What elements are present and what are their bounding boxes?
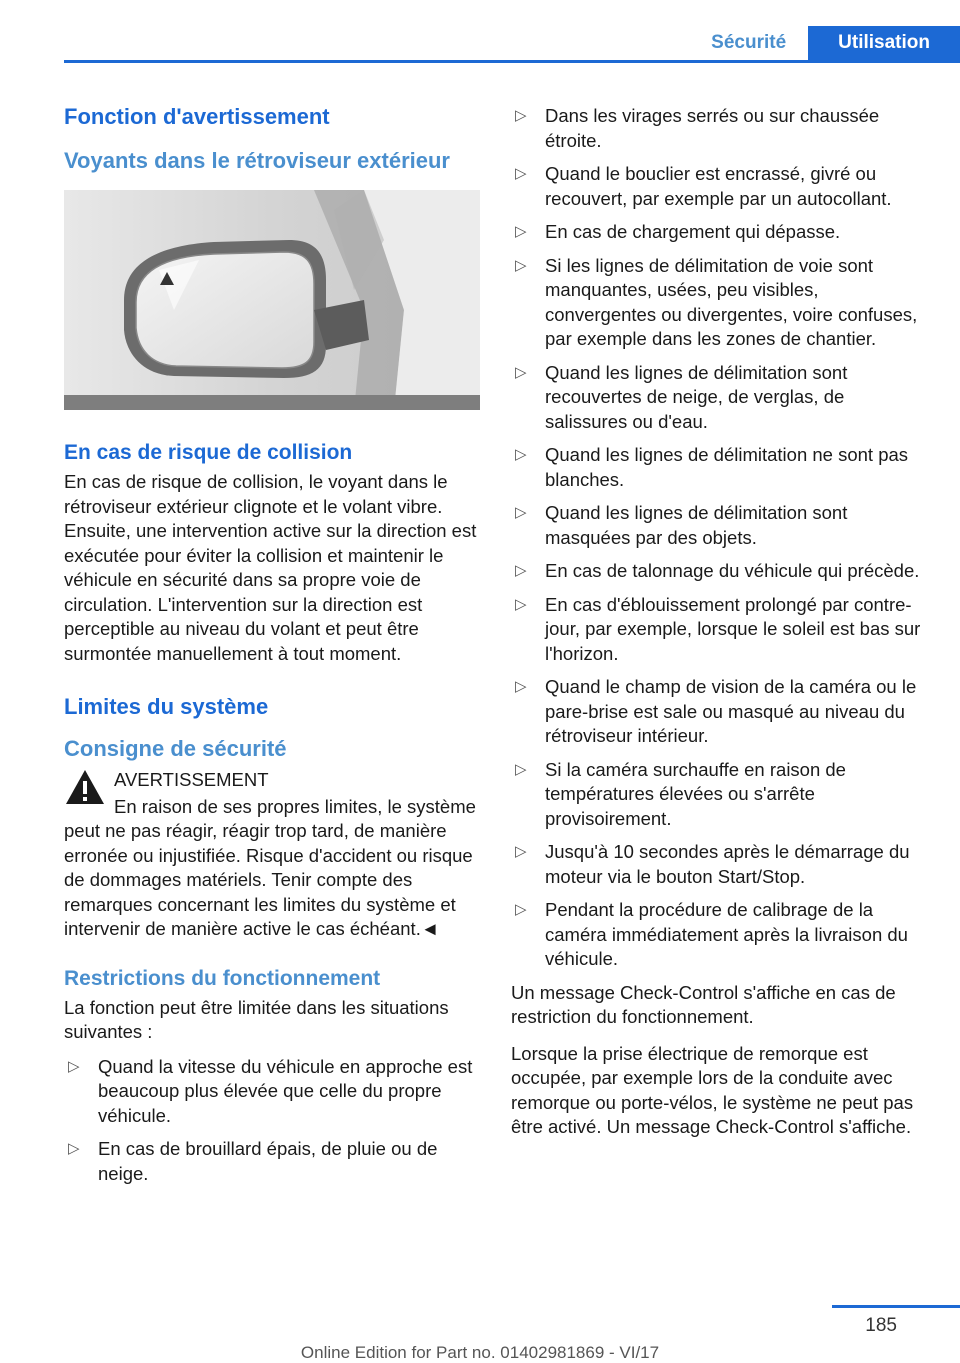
tab-utilisation[interactable]: Utilisation bbox=[808, 26, 960, 60]
collision-heading: En cas de risque de collision bbox=[64, 441, 353, 464]
collision-text: En cas de risque de collision, le voyant dans le rétroviseur extérieur clignote et le volant vibre. Ensuite, une intervention active sur la direction est exécutée pour éviter la collision et maintenir le véhicule en sécurité dans sa propre voie de circulation. L'intervention sur la direction est perceptible au niveau du volant et peut être surmontée manuellement à tout moment. bbox=[64, 471, 477, 664]
check-control-text-1: Un message Check-Control s'affiche en cas de restriction du fonctionnement. bbox=[511, 981, 896, 1027]
list-item bbox=[511, 443, 929, 492]
right-column bbox=[511, 104, 929, 1152]
warning-title: AVERTISSEMENT bbox=[114, 769, 269, 790]
list-item bbox=[511, 840, 929, 889]
section-title: Fonction d'avertissement bbox=[64, 104, 330, 129]
list-item-text: Quand la vitesse du véhicule en approche est beaucoup plus élevée que celle du propre véhicule. bbox=[98, 1055, 473, 1126]
list-item-text: Quand les lignes de délimitation sont masquées par des objets. bbox=[545, 502, 848, 548]
triangle-bullet-icon: ▷ bbox=[515, 165, 527, 182]
triangle-bullet-icon: ▷ bbox=[515, 678, 527, 695]
warning-box bbox=[64, 768, 482, 793]
footer-rule bbox=[832, 1305, 960, 1308]
list-item-text: Si la caméra surchauffe en raison de températures élevées ou s'arrête provisoirement. bbox=[545, 758, 846, 829]
triangle-bullet-icon: ▷ bbox=[515, 901, 527, 918]
list-item-text: En cas de talonnage du véhicule qui précède. bbox=[545, 560, 920, 581]
check-control-text-2: Lorsque la prise électrique de remorque est occupée, par exemple lors de la conduite avec remorque ou porte-vélos, le système ne peut pas être activé. Un message Check-Control s'affiche. bbox=[511, 1042, 914, 1137]
list-item bbox=[511, 254, 929, 352]
list-item bbox=[64, 1055, 482, 1129]
list-item bbox=[64, 1137, 482, 1186]
triangle-bullet-icon: ▷ bbox=[515, 446, 527, 463]
section-subtitle: Voyants dans le rétroviseur extérieur bbox=[64, 148, 450, 173]
triangle-bullet-icon: ▷ bbox=[515, 595, 527, 613]
restrictions-intro: La fonction peut être limitée dans les situations suivantes : bbox=[64, 996, 449, 1042]
list-item-text: Quand les lignes de délimitation ne sont pas blanches. bbox=[545, 444, 909, 490]
list-item-text: En cas d'éblouissement prolongé par contre-jour, par exemple, lorsque le soleil est bas sur l'horizon. bbox=[545, 593, 921, 664]
triangle-bullet-icon: ▷ bbox=[68, 1057, 80, 1075]
list-item bbox=[511, 501, 929, 550]
limits-heading: Limites du système bbox=[64, 694, 269, 719]
list-item-text: Dans les virages serrés ou sur chaussée étroite. bbox=[545, 105, 880, 151]
warning-text bbox=[64, 795, 482, 942]
page-number: 185 bbox=[865, 1315, 897, 1336]
list-item-text: Quand le bouclier est encrassé, givré ou recouvert, par exemple par un autocollant. bbox=[545, 163, 892, 209]
list-item bbox=[511, 758, 929, 832]
header-tabs bbox=[689, 26, 960, 60]
triangle-bullet-icon: ▷ bbox=[515, 363, 527, 381]
triangle-bullet-icon: ▷ bbox=[515, 223, 527, 240]
triangle-bullet-icon: ▷ bbox=[515, 107, 527, 124]
triangle-bullet-icon: ▷ bbox=[515, 504, 527, 521]
list-item-text: Si les lignes de délimitation de voie sont manquantes, usées, peu visibles, convergentes ou divergentes, voire confuses, par exemple dans les zones de chantier. bbox=[545, 254, 918, 349]
list-item bbox=[511, 593, 929, 667]
triangle-bullet-icon: ▷ bbox=[515, 760, 527, 778]
triangle-bullet-icon: ▷ bbox=[515, 562, 527, 579]
list-item-text: Jusqu'à 10 secondes après le démarrage du moteur via le bouton Start/Stop. bbox=[545, 841, 910, 887]
left-column bbox=[64, 96, 482, 1195]
warning-text-content: En raison de ses propres limites, le système peut ne pas réagir, réagir trop tard, de manière erronée ou injustifiée. Risque d'accident ou risque de dommages matériels. Tenir compte des remarques concernant les limites du système et intervenir de manière active le cas échéant.◄ bbox=[64, 795, 476, 939]
list-item bbox=[511, 361, 929, 435]
mirror-illustration bbox=[64, 190, 480, 410]
tab-securite[interactable]: Sécurité bbox=[689, 26, 808, 60]
warning-triangle-icon bbox=[64, 768, 106, 806]
restrictions-list-left bbox=[64, 1055, 482, 1187]
edition-footer: Online Edition for Part no. 01402981869 - VI/17 bbox=[300, 1343, 660, 1362]
list-item bbox=[511, 104, 929, 153]
list-item bbox=[511, 162, 929, 211]
list-item bbox=[511, 220, 929, 245]
header-rule bbox=[64, 60, 960, 63]
restrictions-heading: Restrictions du fonctionnement bbox=[64, 966, 381, 990]
list-item-text: En cas de brouillard épais, de pluie ou de neige. bbox=[98, 1138, 438, 1184]
triangle-bullet-icon: ▷ bbox=[68, 1140, 80, 1157]
list-item bbox=[511, 559, 929, 584]
safety-heading: Consigne de sécurité bbox=[64, 736, 287, 761]
list-item-text: Quand les lignes de délimitation sont recouvertes de neige, de verglas, de salissures ou d'eau. bbox=[545, 361, 848, 432]
list-item bbox=[511, 898, 929, 972]
list-item bbox=[511, 675, 929, 749]
restrictions-list-right bbox=[511, 104, 929, 972]
triangle-bullet-icon: ▷ bbox=[515, 256, 527, 274]
triangle-bullet-icon: ▷ bbox=[515, 843, 527, 860]
list-item-text: Pendant la procédure de calibrage de la caméra immédiatement après la livraison du véhicule. bbox=[545, 899, 908, 969]
list-item-text: Quand le champ de vision de la caméra ou le pare-brise est sale ou masqué au niveau du rétroviseur intérieur. bbox=[545, 676, 917, 746]
list-item-text: En cas de chargement qui dépasse. bbox=[545, 221, 841, 242]
